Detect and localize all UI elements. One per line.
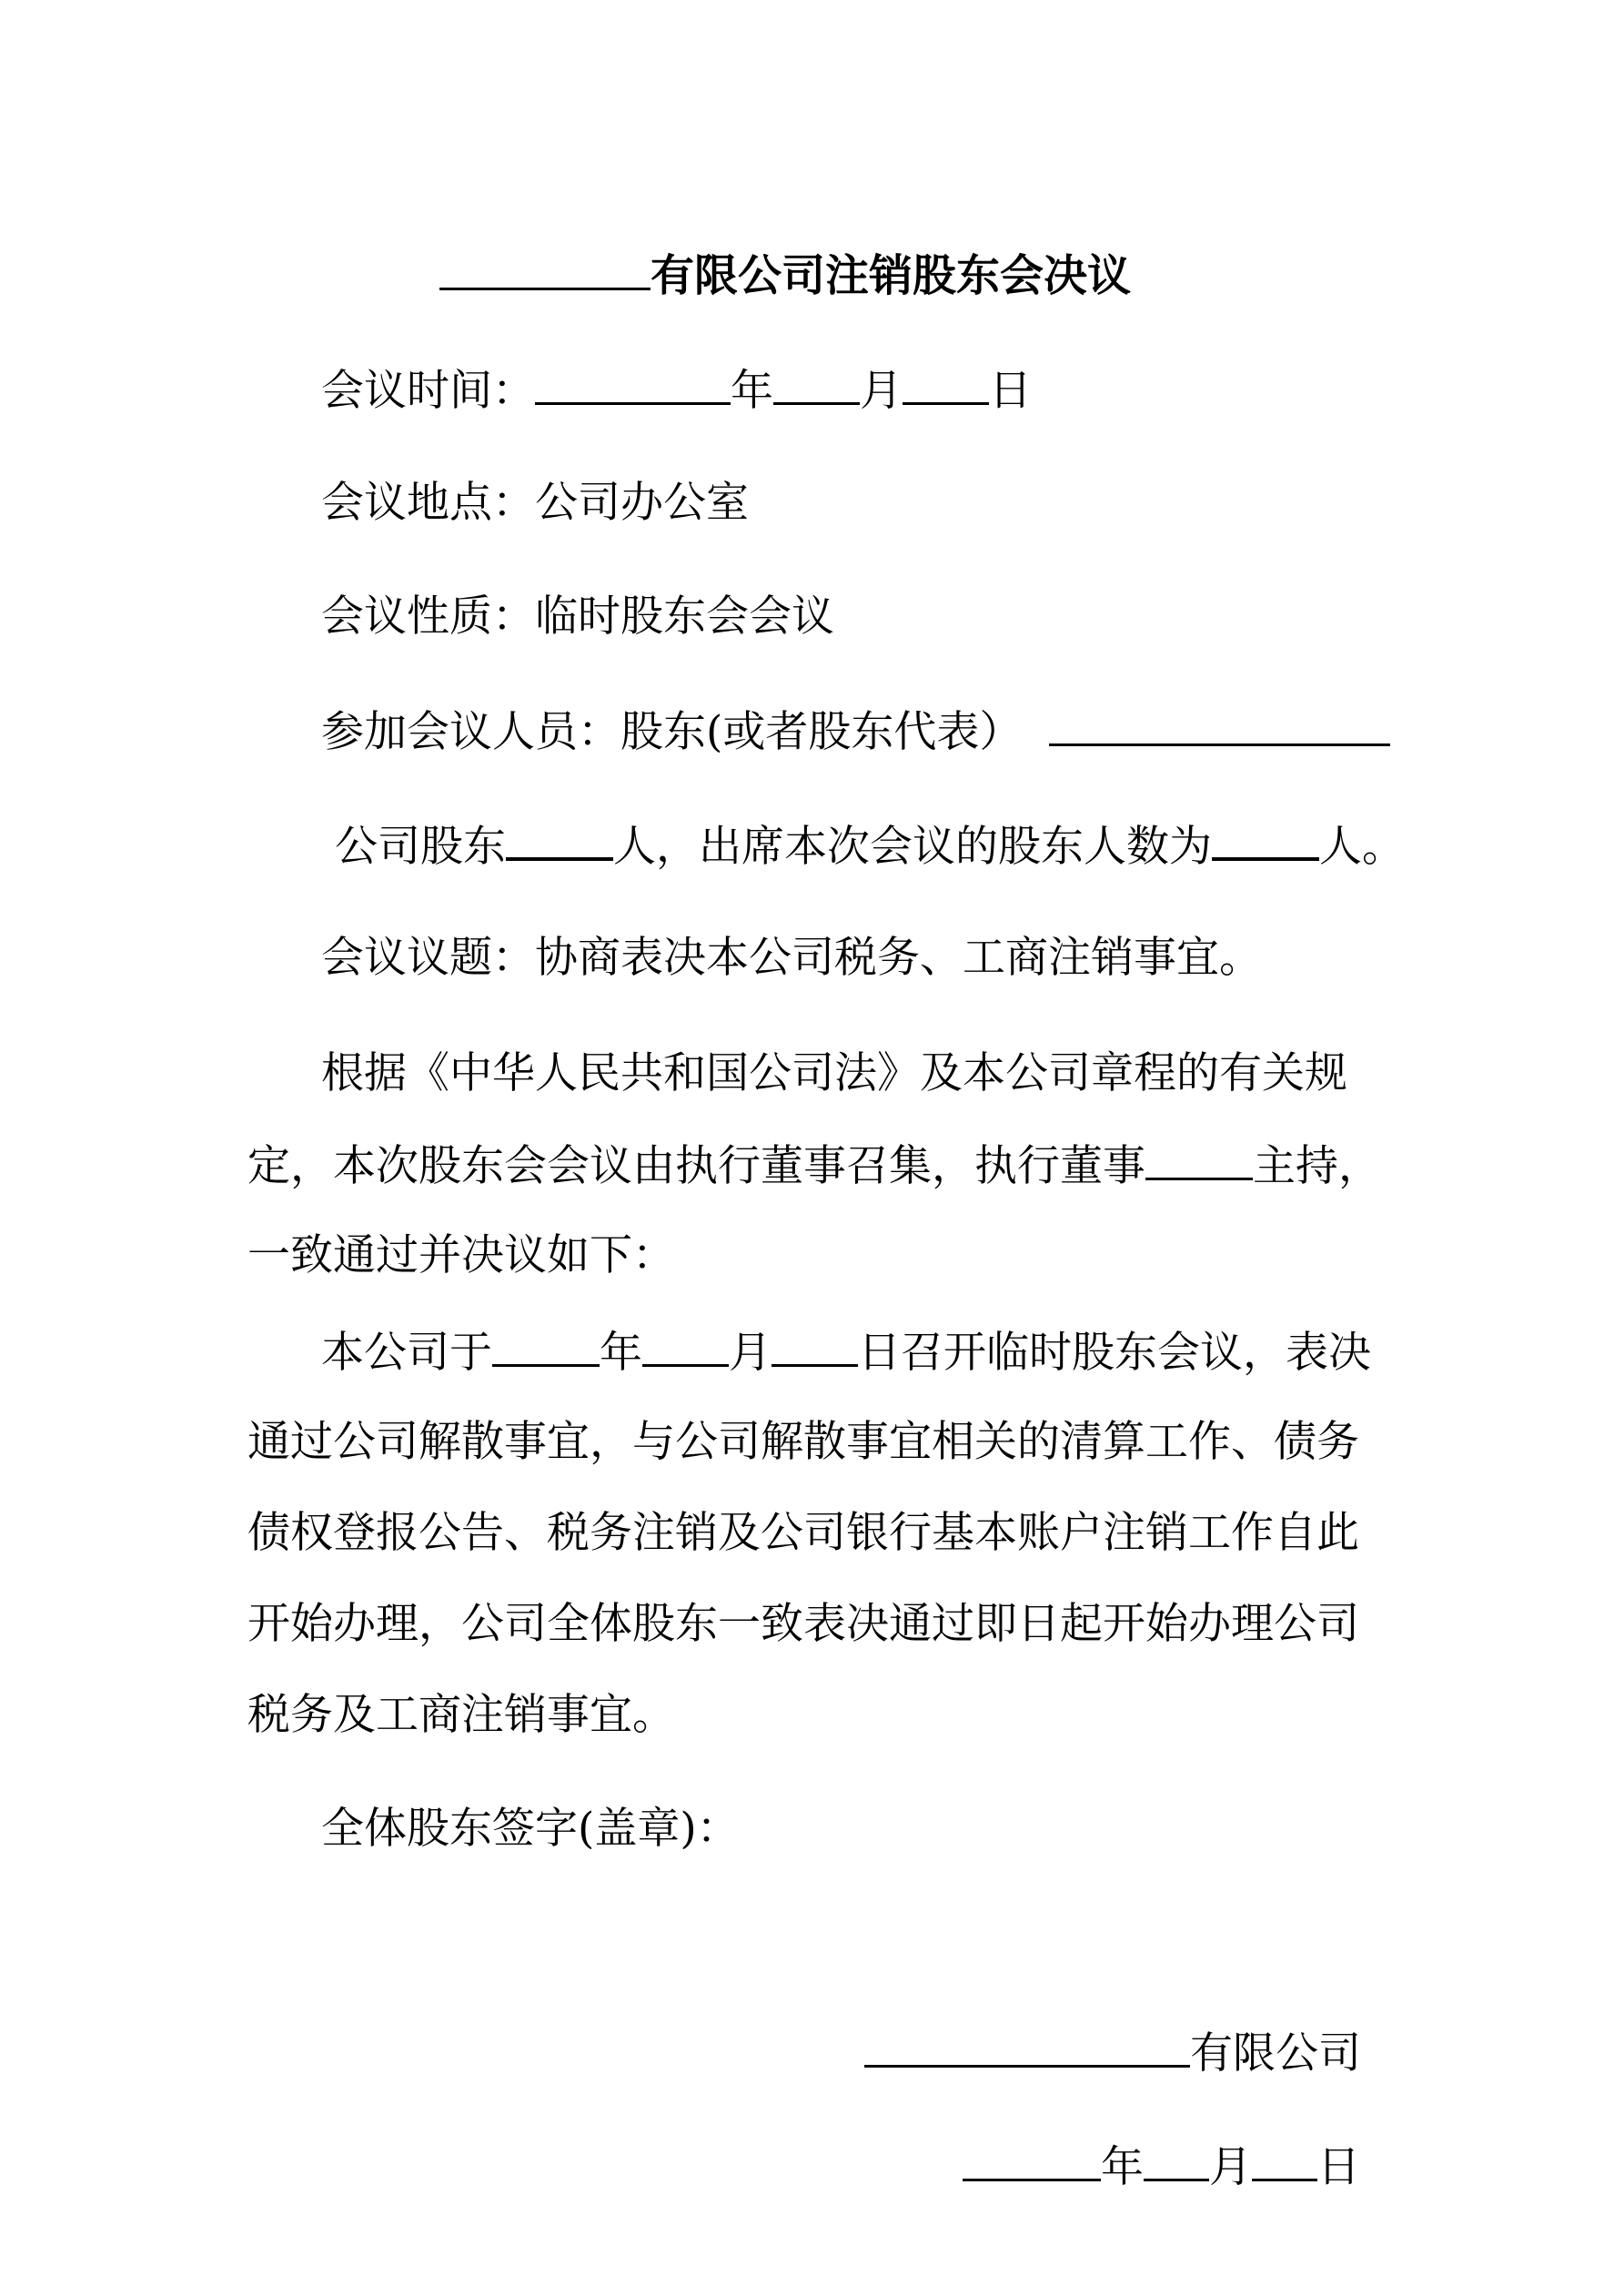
attendees-label: 参加会议人员： — [321, 707, 620, 757]
resolution-line-3: 债权登报公告、税务注销及公司银行基本账户注销工作自此 — [247, 1508, 1359, 1558]
meeting-time-label: 会议时间： — [321, 366, 535, 416]
meeting-time-line — [321, 362, 1032, 419]
document-title — [439, 248, 1131, 303]
attending-count-blank[interactable] — [1212, 817, 1319, 861]
resolution-line-5: 税务及工商注销事宜。 — [247, 1690, 675, 1740]
footer-month-blank[interactable] — [1144, 2139, 1209, 2181]
title-text: 有限公司注销股东会决议 — [651, 250, 1132, 301]
basis-line-3: 一致通过并决议如下： — [247, 1230, 675, 1280]
attendees-value: 股东(或者股东代表） — [620, 707, 1023, 757]
meeting-nature-value: 临时股东会会议 — [535, 592, 834, 642]
footer-company-line — [864, 2025, 1361, 2081]
meeting-place-value: 公司办公室 — [535, 478, 749, 528]
resolution-year-blank[interactable] — [492, 1324, 600, 1367]
month-label: 月 — [860, 366, 903, 416]
footer-date-line: 年 月 日 — [963, 2139, 1360, 2195]
attendees-line — [321, 703, 1390, 760]
meeting-year-blank[interactable] — [535, 362, 731, 405]
footer-day-blank[interactable] — [1252, 2139, 1317, 2181]
meeting-place-line — [321, 476, 749, 531]
topic-value: 协商表决本公司税务、工商注销事宜。 — [535, 933, 1262, 983]
footer-company-blank[interactable] — [864, 2025, 1190, 2068]
meeting-nature-label: 会议性质： — [321, 592, 535, 642]
meeting-place-label: 会议地点： — [321, 478, 535, 528]
footer-company-suffix: 有限公司 — [1190, 2028, 1361, 2079]
meeting-nature-line — [321, 590, 834, 644]
meeting-day-blank[interactable] — [903, 362, 989, 405]
shareholders-line — [335, 817, 1405, 875]
shareholders-count-label: 公司股东 — [335, 822, 506, 872]
resolution-line-4: 开始办理，公司全体股东一致表决通过即日起开始办理公司 — [247, 1599, 1359, 1649]
footer-year-blank[interactable] — [963, 2139, 1101, 2181]
resolution-line-1: 本公司于 年 月 日召开临时股东会议，表决 — [321, 1324, 1371, 1381]
day-label: 日 — [989, 366, 1032, 416]
resolution-month-blank[interactable] — [642, 1324, 729, 1367]
attending-count-suffix: 人。 — [1319, 822, 1405, 872]
basis-line-1: 根据《中华人民共和国公司法》及本公司章程的有关规 — [321, 1048, 1347, 1098]
resolution-line-2: 通过公司解散事宜，与公司解散事宜相关的清算工作、债务 — [247, 1417, 1359, 1467]
chair-name-blank[interactable] — [1145, 1138, 1253, 1180]
shareholders-count-blank[interactable] — [506, 817, 613, 861]
company-name-blank[interactable] — [439, 248, 651, 290]
year-label: 年 — [731, 366, 773, 416]
meeting-month-blank[interactable] — [773, 362, 860, 405]
signature-label: 全体股东签字(盖章)： — [321, 1804, 740, 1854]
attendees-blank[interactable] — [1049, 703, 1390, 746]
topic-line — [321, 931, 1262, 986]
topic-label: 会议议题： — [321, 933, 535, 983]
resolution-day-blank[interactable] — [772, 1324, 858, 1367]
basis-line-2: 定，本次股东会会议由执行董事召集，执行董事 主持， — [247, 1138, 1381, 1194]
attending-count-label: 人，出席本次会议的股东人数为 — [613, 822, 1212, 872]
signature-line — [321, 1802, 740, 1856]
